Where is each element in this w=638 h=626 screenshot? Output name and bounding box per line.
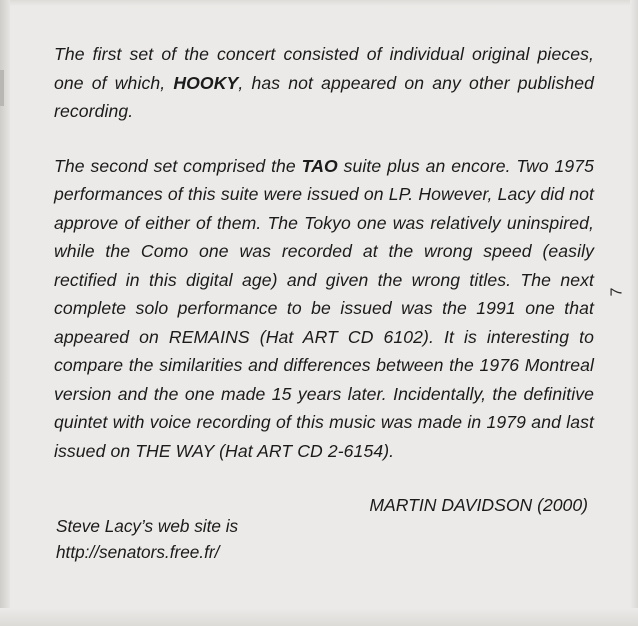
body-content [54, 40, 594, 516]
website-url[interactable]: http://senators.free.fr/ [56, 542, 220, 563]
website-label: Steve Lacy’s web site is [56, 516, 239, 536]
scan-edge-right [630, 0, 638, 626]
footer-block [56, 513, 486, 565]
text-run: , has not appeared on any other published recording. [54, 72, 594, 121]
emphasis-hooky: HOOKY [173, 72, 239, 93]
paragraph-first-set [54, 40, 594, 126]
paragraph-second-set [54, 152, 594, 466]
scan-edge-mark [0, 70, 4, 106]
scan-edge-top [0, 0, 638, 6]
text-run: The second set comprised the [54, 155, 302, 176]
scan-edge-bottom [0, 608, 638, 626]
author-signature: MARTIN DAVIDSON (2000) [369, 495, 588, 515]
page-number: 7 [608, 287, 626, 297]
emphasis-tao: TAO [301, 155, 338, 176]
text-run: suite plus an encore. Two 1975 performances of this suite were issued on LP. However, Lacy did not approve of either of them. The Tokyo one was relatively uninspired, while the Como one was recorded at the wrong speed (easily rectified in this digital age) and given the wrong titles. The next complete solo performance to be issued was the 1991 one that appeared on REMAINS (Hat ART CD 6102). It is interesting to compare the similarities and differences between the 1976 Montreal version and the one made 15 years later. Incidentally, the definitive quintet with voice recording of this music was made in 1979 and last issued on THE WAY (Hat ART CD 2-6154). [54, 155, 594, 461]
text-run: The first set of the concert consisted of individual original pieces, one of which, [54, 44, 594, 93]
